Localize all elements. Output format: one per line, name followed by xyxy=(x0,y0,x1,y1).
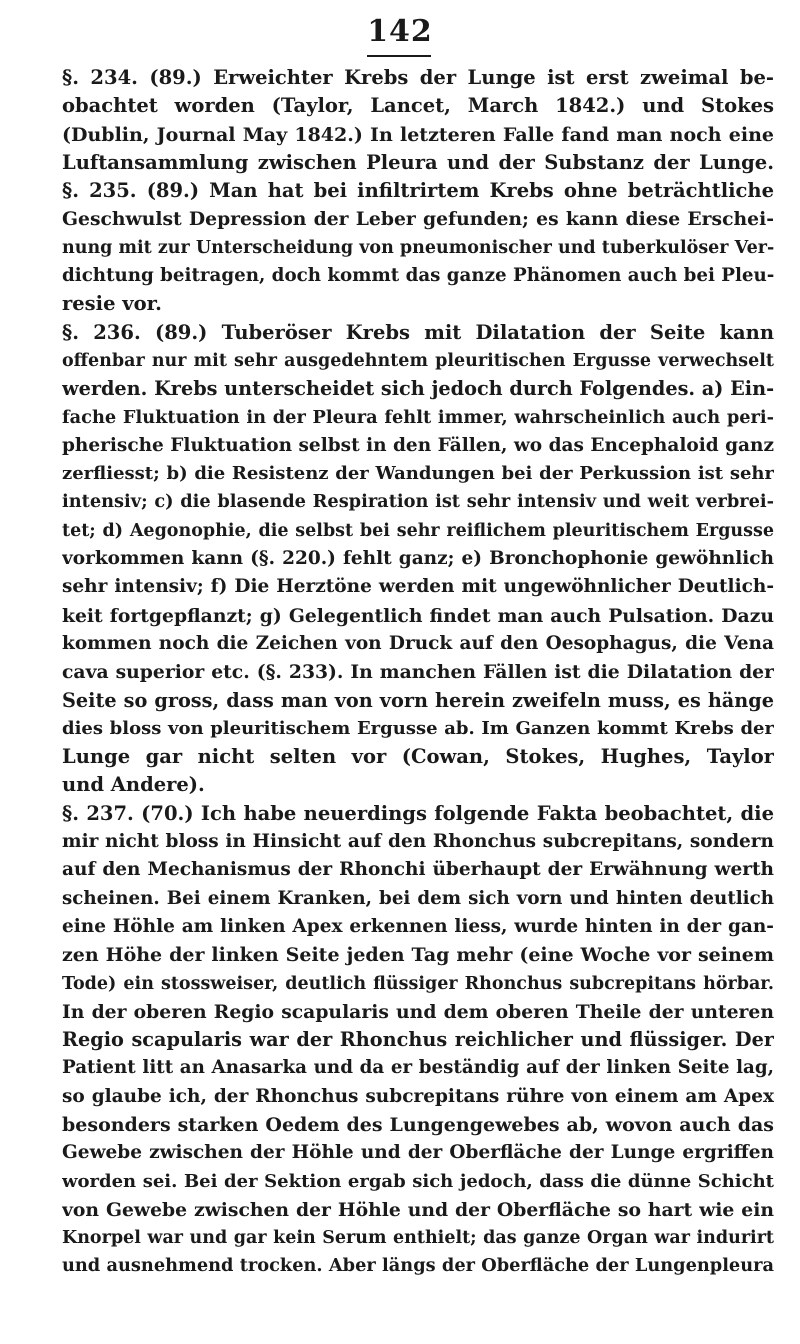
text-line: besonders starken Oedem des Lungengewebes ab, wovon auch das xyxy=(62,1113,774,1136)
text-line: auf den Mechanismus der Rhonchi überhaupt der Erwähnung werth xyxy=(62,859,774,881)
text-line: keit fortgepflanzt; g) Gelegentlich findet man auch Pulsation. Dazu xyxy=(62,604,774,627)
text-line: mir nicht bloss in Hinsicht auf den Rhonchus subcrepitans, sondern xyxy=(62,831,774,853)
text-line: Knorpel war und gar kein Serum enthielt; das ganze Organ war indurirt xyxy=(62,1228,774,1249)
text-line: scheinen. Bei einem Kranken, bei dem sich vorn und hinten deutlich xyxy=(62,887,774,909)
text-line: Luftansammlung zwischen Pleura und der Substanz der Lunge. xyxy=(62,150,774,174)
text-line: tet; d) Aegonophie, die selbst bei sehr reiflichem pleuritischem Ergusse xyxy=(62,520,774,541)
page-number: 142 xyxy=(367,14,433,49)
text-line: worden sei. Bei der Sektion ergab sich jedoch, dass die dünne Schicht xyxy=(62,1170,774,1192)
text-line: In der oberen Regio scapularis und dem oberen Theile der unteren xyxy=(62,1000,774,1023)
text-line: dies bloss von pleuritischem Ergusse ab. Im Ganzen kommt Krebs der xyxy=(62,717,774,739)
text-line: und ausnehmend trocken. Aber längs der Oberfläche der Lungenpleura xyxy=(62,1255,774,1277)
text-line: so glaube ich, der Rhonchus subcrepitans rühre von einem am Apex xyxy=(62,1085,774,1107)
text-line: intensiv; c) die blasende Respiration ist sehr intensiv und weit verbrei- xyxy=(62,491,774,513)
text-line: Tode) ein stossweiser, deutlich flüssiger Rhonchus subcrepitans hörbar. xyxy=(62,973,774,994)
text-line: vorkommen kann (§. 220.) fehlt ganz; e) Bronchophonie gewöhnlich xyxy=(62,548,774,570)
text-line: kommen noch die Zeichen von Druck auf den Oesophagus, die Vena xyxy=(62,632,774,654)
text-line: Seite so gross, dass man von vorn herein zweifeln muss, es hänge xyxy=(62,688,774,712)
text-line: Regio scapularis war der Rhonchus reichlicher und flüssiger. Der xyxy=(62,1028,774,1052)
text-line: nung mit zur Unterscheidung von pneumonischer und tuberkulöser Ver- xyxy=(62,237,774,258)
text-line: Geschwulst Depression der Leber gefunden; es kann diese Erschei- xyxy=(62,208,774,231)
text-line: cava superior etc. (§. 233). In manchen Fällen ist die Dilatation der xyxy=(62,661,774,684)
text-line: und Andere). xyxy=(62,773,205,797)
text-line: §. 234. (89.) Erweichter Krebs der Lunge ist erst zweimal be- xyxy=(62,66,774,89)
text-line: sehr intensiv; f) Die Herztöne werden mit ungewöhnlicher Deutlich- xyxy=(62,576,774,598)
page-number-underline xyxy=(367,55,431,57)
text-line: Lunge gar nicht selten vor (Cowan, Stokes, Hughes, Taylor xyxy=(62,745,774,769)
text-line: zerfliesst; b) die Resistenz der Wandungen bei der Perkussion ist sehr xyxy=(62,463,774,485)
text-line: obachtet worden (Taylor, Lancet, March 1842.) und Stokes xyxy=(62,94,774,118)
text-line: §. 235. (89.) Man hat bei infiltrirtem Krebs ohne beträchtliche xyxy=(62,179,774,203)
text-line: Gewebe zwischen der Höhle und der Oberfläche der Lunge ergriffen xyxy=(62,1142,774,1164)
text-line: fache Fluktuation in der Pleura fehlt immer, wahrscheinlich auch peri- xyxy=(62,406,774,428)
text-line: offenbar nur mit sehr ausgedehntem pleuritischen Ergusse verwechselt xyxy=(62,350,774,371)
text-line: §. 237. (70.) Ich habe neuerdings folgende Fakta beobachtet, die xyxy=(62,801,774,825)
text-line: (Dublin, Journal May 1842.) In letzteren Falle fand man noch eine xyxy=(62,123,774,146)
text-line: zen Höhe der linken Seite jeden Tag mehr (eine Woche vor seinem xyxy=(62,944,774,967)
text-line: werden. Krebs unterscheidet sich jedoch durch Folgendes. a) Ein- xyxy=(62,377,774,401)
text-line: §. 236. (89.) Tuberöser Krebs mit Dilatation der Seite kann xyxy=(62,320,774,344)
text-line: eine Höhle am linken Apex erkennen liess, wurde hinten in der gan- xyxy=(62,915,774,937)
text-line: pherische Fluktuation selbst in den Fällen, wo das Encephaloid ganz xyxy=(62,434,774,456)
text-line: von Gewebe zwischen der Höhle und der Oberfläche so hart wie ein xyxy=(62,1198,774,1221)
text-line: resie vor. xyxy=(62,292,162,316)
text-line: Patient litt an Anasarka und da er beständig auf der linken Seite lag, xyxy=(62,1057,774,1079)
body-text xyxy=(62,64,774,1281)
text-line: dichtung beitragen, doch kommt das ganze Phänomen auch bei Pleu- xyxy=(62,265,774,287)
